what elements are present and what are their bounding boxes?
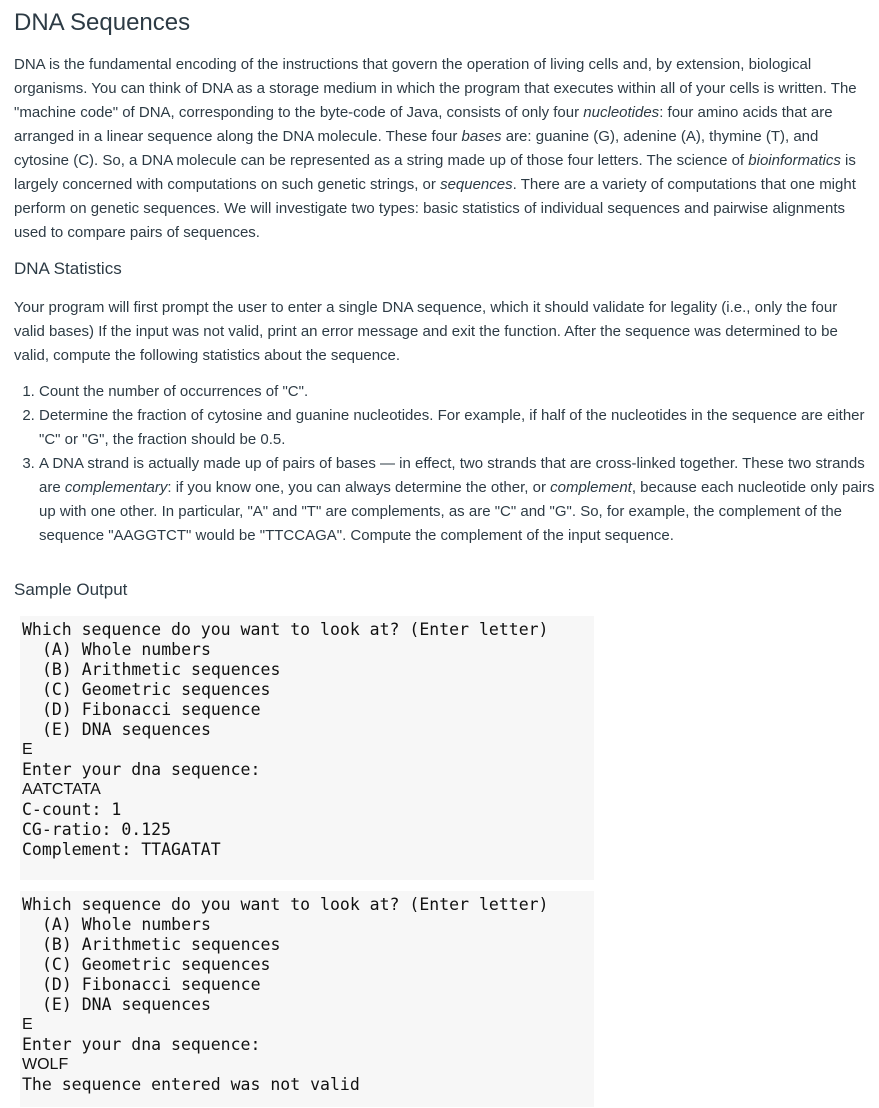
terminal-line: (D) Fibonacci sequence [42,700,261,719]
sample-output-heading: Sample Output [14,580,128,599]
terminal-line: (D) Fibonacci sequence [42,975,261,994]
statistics-list [14,380,879,548]
item3-em-complement: complement [550,479,632,496]
terminal-line: Enter your dna sequence: [22,760,261,779]
terminal-line: AATCTATA [22,781,101,798]
intro-em-nucleotides: nucleotides [583,104,660,121]
intro-em-bases: bases [461,128,502,145]
terminal-line: (B) Arithmetic sequences [42,660,281,679]
terminal-line: C-count: 1 [22,800,122,819]
intro-em-sequences: sequences [440,176,513,193]
item3-text-2: : if you know one, you can always determine the other, or [167,479,551,496]
page-title: DNA Sequences [14,9,191,36]
intro-text-3: are: guanine (G), adenine (A), thymine (T), and cytosine (C). So, a DNA molecule can be represented as a string made up of those four letters. The science of [14,128,819,169]
terminal-line: E [22,1016,33,1033]
intro-text-5: . There are a variety of computations that one might perform on genetic sequences. We will investigate two types: basic statistics of individual sequences and pairwise alignments used to compare pairs of sequences. [14,176,856,241]
item3-em-complementary: complementary [64,479,168,496]
intro-text-2: : four amino acids that are arranged in a linear sequence along the DNA molecule. These four [14,104,833,145]
terminal-line: CG-ratio: 0.125 [22,820,172,839]
terminal-line: The sequence entered was not valid [22,1075,360,1094]
item3-text-3: , because each nucleotide only pairs up with one other. In particular, "A" and "T" are complements, as are "C" and "G". So, for example, the complement of the sequence "AAGGTCT" would be "TTCCAGA". Compute the complement of the input sequence. [39,479,875,544]
item3-text-1: A DNA strand is actually made up of pairs of bases — in effect, two strands that are cross-linked together. These two strands are [39,455,865,496]
terminal-line: (A) Whole numbers [42,640,211,659]
intro-paragraph [14,53,859,245]
list-item: 2. Determine the fraction of cytosine and guanine nucleotides. For example, if half of the nucleotides in the sequence are either "C" or "G", the fraction should be 0.5. [39,404,879,452]
intro-em-bioinformatics: bioinformatics [748,152,841,169]
terminal-line: (A) Whole numbers [42,915,211,934]
terminal-line: Enter your dna sequence: [22,1035,261,1054]
terminal-line: (C) Geometric sequences [42,680,271,699]
terminal-line: WOLF [22,1056,69,1073]
program-paragraph: Your program will first prompt the user to enter a single DNA sequence, which it should validate for legality (i.e., only the four valid bases) If the input was not valid, print an error message and exit the function. After the sequence was determined to be valid, compute the following statistics about the sequence. [14,299,838,364]
intro-text-1: DNA is the fundamental encoding of the instructions that govern the operation of living cells and, by extension, biological organisms. You can think of DNA as a storage medium in which the program that executes within all of your cells is written. The "machine code" of DNA, corresponding to the byte-code of Java, consists of only four [14,56,857,121]
terminal-line: Complement: TTAGATAT [22,840,221,859]
sample-output-block-valid [20,616,594,880]
terminal-line: Which sequence do you want to look at? (Enter letter) [22,895,549,914]
terminal-line: E [22,741,33,758]
list-item: 1. Count the number of occurrences of "C". [39,380,879,404]
sample-output-block-invalid [20,891,594,1107]
terminal-line: (E) DNA sequences [42,995,211,1014]
terminal-line: (E) DNA sequences [42,720,211,739]
list-item [39,452,879,548]
intro-text-4: is largely concerned with computations on such genetic strings, or [14,152,856,193]
dna-statistics-heading: DNA Statistics [14,259,122,278]
terminal-line: Which sequence do you want to look at? (Enter letter) [22,620,549,639]
terminal-line: (C) Geometric sequences [42,955,271,974]
terminal-line: (B) Arithmetic sequences [42,935,281,954]
